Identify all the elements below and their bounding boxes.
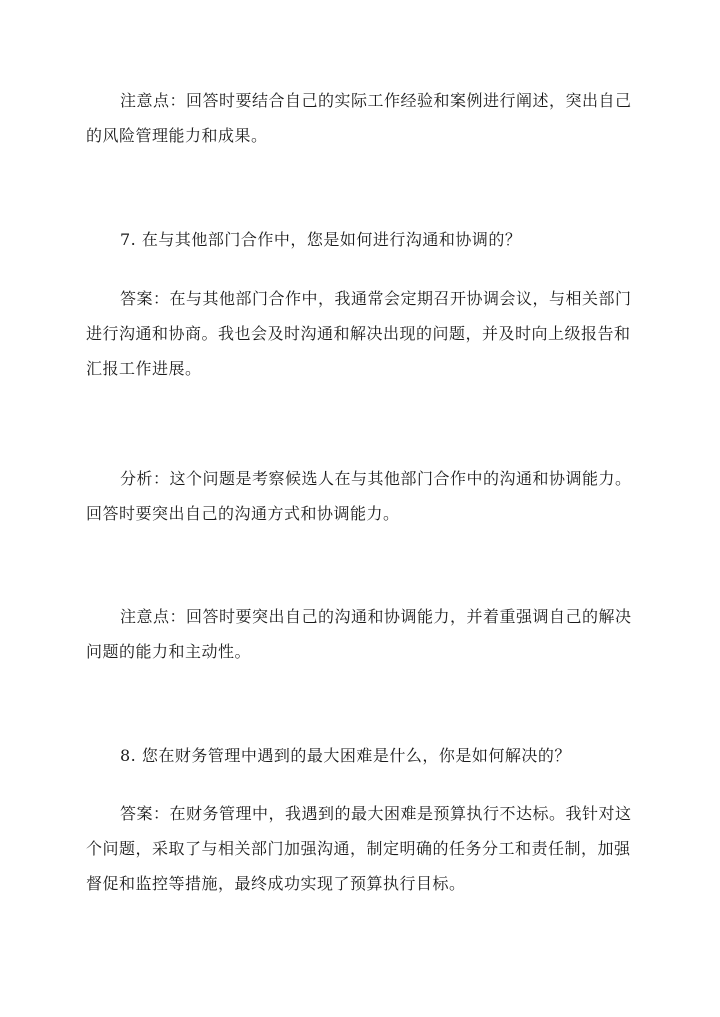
analysis-paragraph-7: 分析：这个问题是考察候选人在与其他部门合作中的沟通和协调能力。回答时要突出自己的沟通方式和协调能力。	[86, 469, 632, 523]
note-paragraph-7: 注意点：回答时要突出自己的沟通和协调能力，并着重强调自己的解决问题的能力和主动性。	[86, 607, 632, 661]
question-7: 7. 在与其他部门合作中，您是如何进行沟通和协调的？	[120, 230, 522, 249]
question-8: 8. 您在财务管理中遇到的最大困难是什么，你是如何解决的？	[120, 746, 571, 765]
answer-paragraph-7: 答案：在与其他部门合作中，我通常会定期召开协调会议，与相关部门进行沟通和协商。我也会及时沟通和解决出现的问题，并及时向上级报告和汇报工作进展。	[86, 289, 632, 378]
note-paragraph-risk: 注意点：回答时要结合自己的实际工作经验和案例进行阐述，突出自己的风险管理能力和成果。	[86, 91, 632, 145]
answer-paragraph-8: 答案：在财务管理中，我遇到的最大困难是预算执行不达标。我针对这个问题，采取了与相关部门加强沟通，制定明确的任务分工和责任制，加强督促和监控等措施，最终成功实现了预算执行目标。	[86, 804, 632, 893]
